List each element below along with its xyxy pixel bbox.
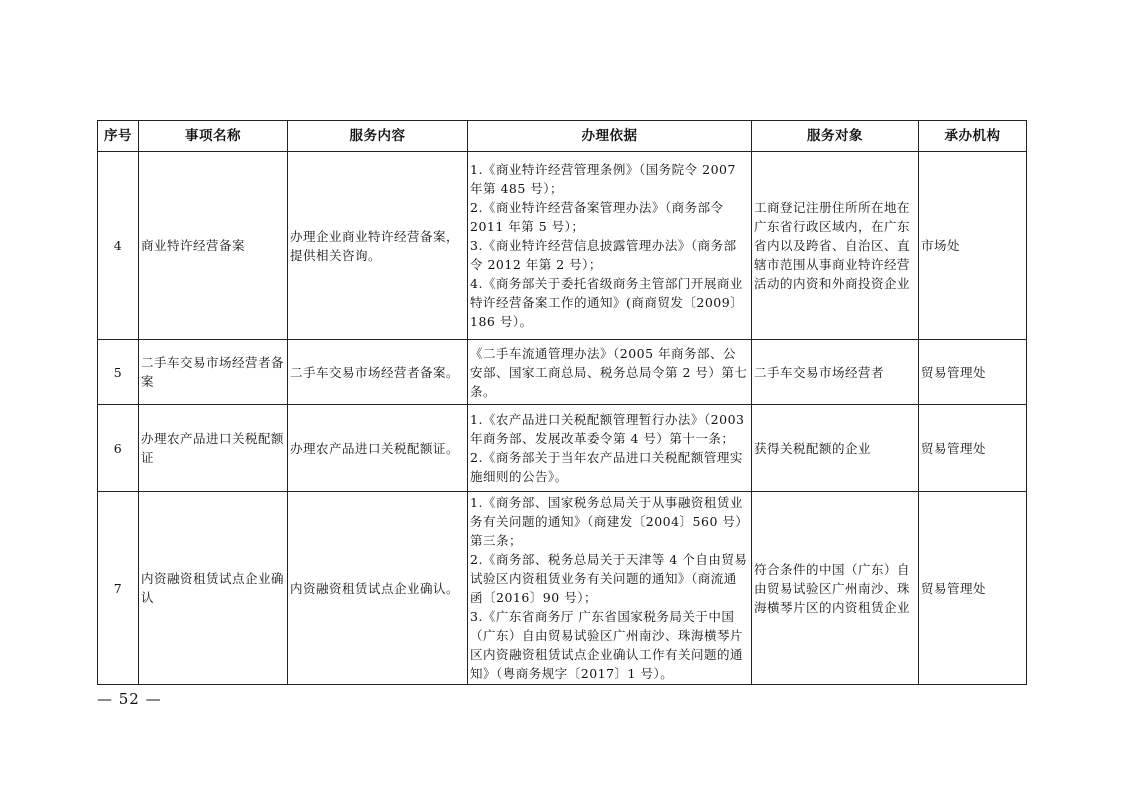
basis-line: 《二手车流通管理办法》（2005 年商务部、公安部、国家工商总局、税务总局令第 2 号）第七条。: [470, 345, 748, 399]
header-legal-basis: 办理依据: [468, 121, 752, 152]
basis-line: 1.《商业特许经营管理条例》（国务院令 2007 年第 485 号）；: [470, 162, 736, 196]
service-items-table: [97, 120, 1027, 685]
header-responsible-agency: 承办机构: [919, 121, 1027, 152]
table-header-row: [98, 121, 1027, 152]
row-item-name: 商业特许经营备案: [139, 152, 288, 340]
table-row: [98, 492, 1027, 685]
row-serial-number: 5: [98, 340, 139, 405]
table-row: [98, 340, 1027, 405]
row-serial-number: 7: [98, 492, 139, 685]
row-responsible-agency: 市场处: [919, 152, 1027, 340]
row-serial-number: 4: [98, 152, 139, 340]
row-legal-basis: [468, 405, 752, 492]
basis-line: 2.《商业特许经营备案管理办法》（商务部令 2011 年第 5 号）；: [470, 200, 724, 234]
basis-line: 2.《商务部、税务总局关于天津等 4 个自由贸易试验区内资租赁业务有关问题的通知》（商流通函〔2016〕90 号）；: [470, 552, 748, 605]
header-service-content: 服务内容: [288, 121, 468, 152]
row-item-name: 内资融资租赁试点企业确认: [139, 492, 288, 685]
row-service-content: 内资融资租赁试点企业确认。: [288, 492, 468, 685]
row-legal-basis: [468, 492, 752, 685]
basis-line: 2.《商务部关于当年农产品进口关税配额管理实施细则的公告》。: [470, 450, 743, 484]
row-legal-basis: [468, 152, 752, 340]
page-number: — 52 —: [97, 690, 162, 708]
row-serial-number: 6: [98, 405, 139, 492]
basis-line: 1.《农产品进口关税配额管理暂行办法》（2003 年商务部、发展改革委令第 4 号）第十一条；: [470, 412, 745, 446]
header-item-name: 事项名称: [139, 121, 288, 152]
row-service-content: 办理农产品进口关税配额证。: [288, 405, 468, 492]
table-row: [98, 152, 1027, 340]
row-responsible-agency: 贸易管理处: [919, 492, 1027, 685]
row-service-target: 工商登记注册住所所在地在广东省行政区域内，在广东省内以及跨省、自治区、直辖市范围从事商业特许经营活动的内资和外商投资企业: [752, 152, 919, 340]
row-service-target: 符合条件的中国（广东）自由贸易试验区广州南沙、珠海横琴片区的内资租赁企业: [752, 492, 919, 685]
header-serial-number: 序号: [98, 121, 139, 152]
row-service-content: 二手车交易市场经营者备案。: [288, 340, 468, 405]
row-service-content: 办理企业商业特许经营备案，提供相关咨询。: [288, 152, 468, 340]
row-service-target: 二手车交易市场经营者: [752, 340, 919, 405]
basis-line: 3.《商业特许经营信息披露管理办法》（商务部令 2012 年第 2 号）；: [470, 238, 737, 272]
row-responsible-agency: 贸易管理处: [919, 405, 1027, 492]
row-item-name: 办理农产品进口关税配额证: [139, 405, 288, 492]
row-service-target: 获得关税配额的企业: [752, 405, 919, 492]
basis-line: 3.《广东省商务厅 广东省国家税务局关于中国（广东）自由贸易试验区广州南沙、珠海横琴片区内资融资租赁试点企业确认工作有关问题的通知》（粤商务规字〔2017〕1 号）。: [470, 609, 744, 681]
row-legal-basis: [468, 340, 752, 405]
table-row: [98, 405, 1027, 492]
header-service-target: 服务对象: [752, 121, 919, 152]
basis-line: 4.《商务部关于委托省级商务主管部门开展商业特许经营备案工作的通知》(商商贸发〔2009〕186 号）。: [470, 276, 744, 329]
row-item-name: 二手车交易市场经营者备案: [139, 340, 288, 405]
basis-line: 1.《商务部、国家税务总局关于从事融资租赁业务有关问题的通知》（商建发〔2004〕560 号）第三条；: [470, 495, 749, 548]
row-responsible-agency: 贸易管理处: [919, 340, 1027, 405]
